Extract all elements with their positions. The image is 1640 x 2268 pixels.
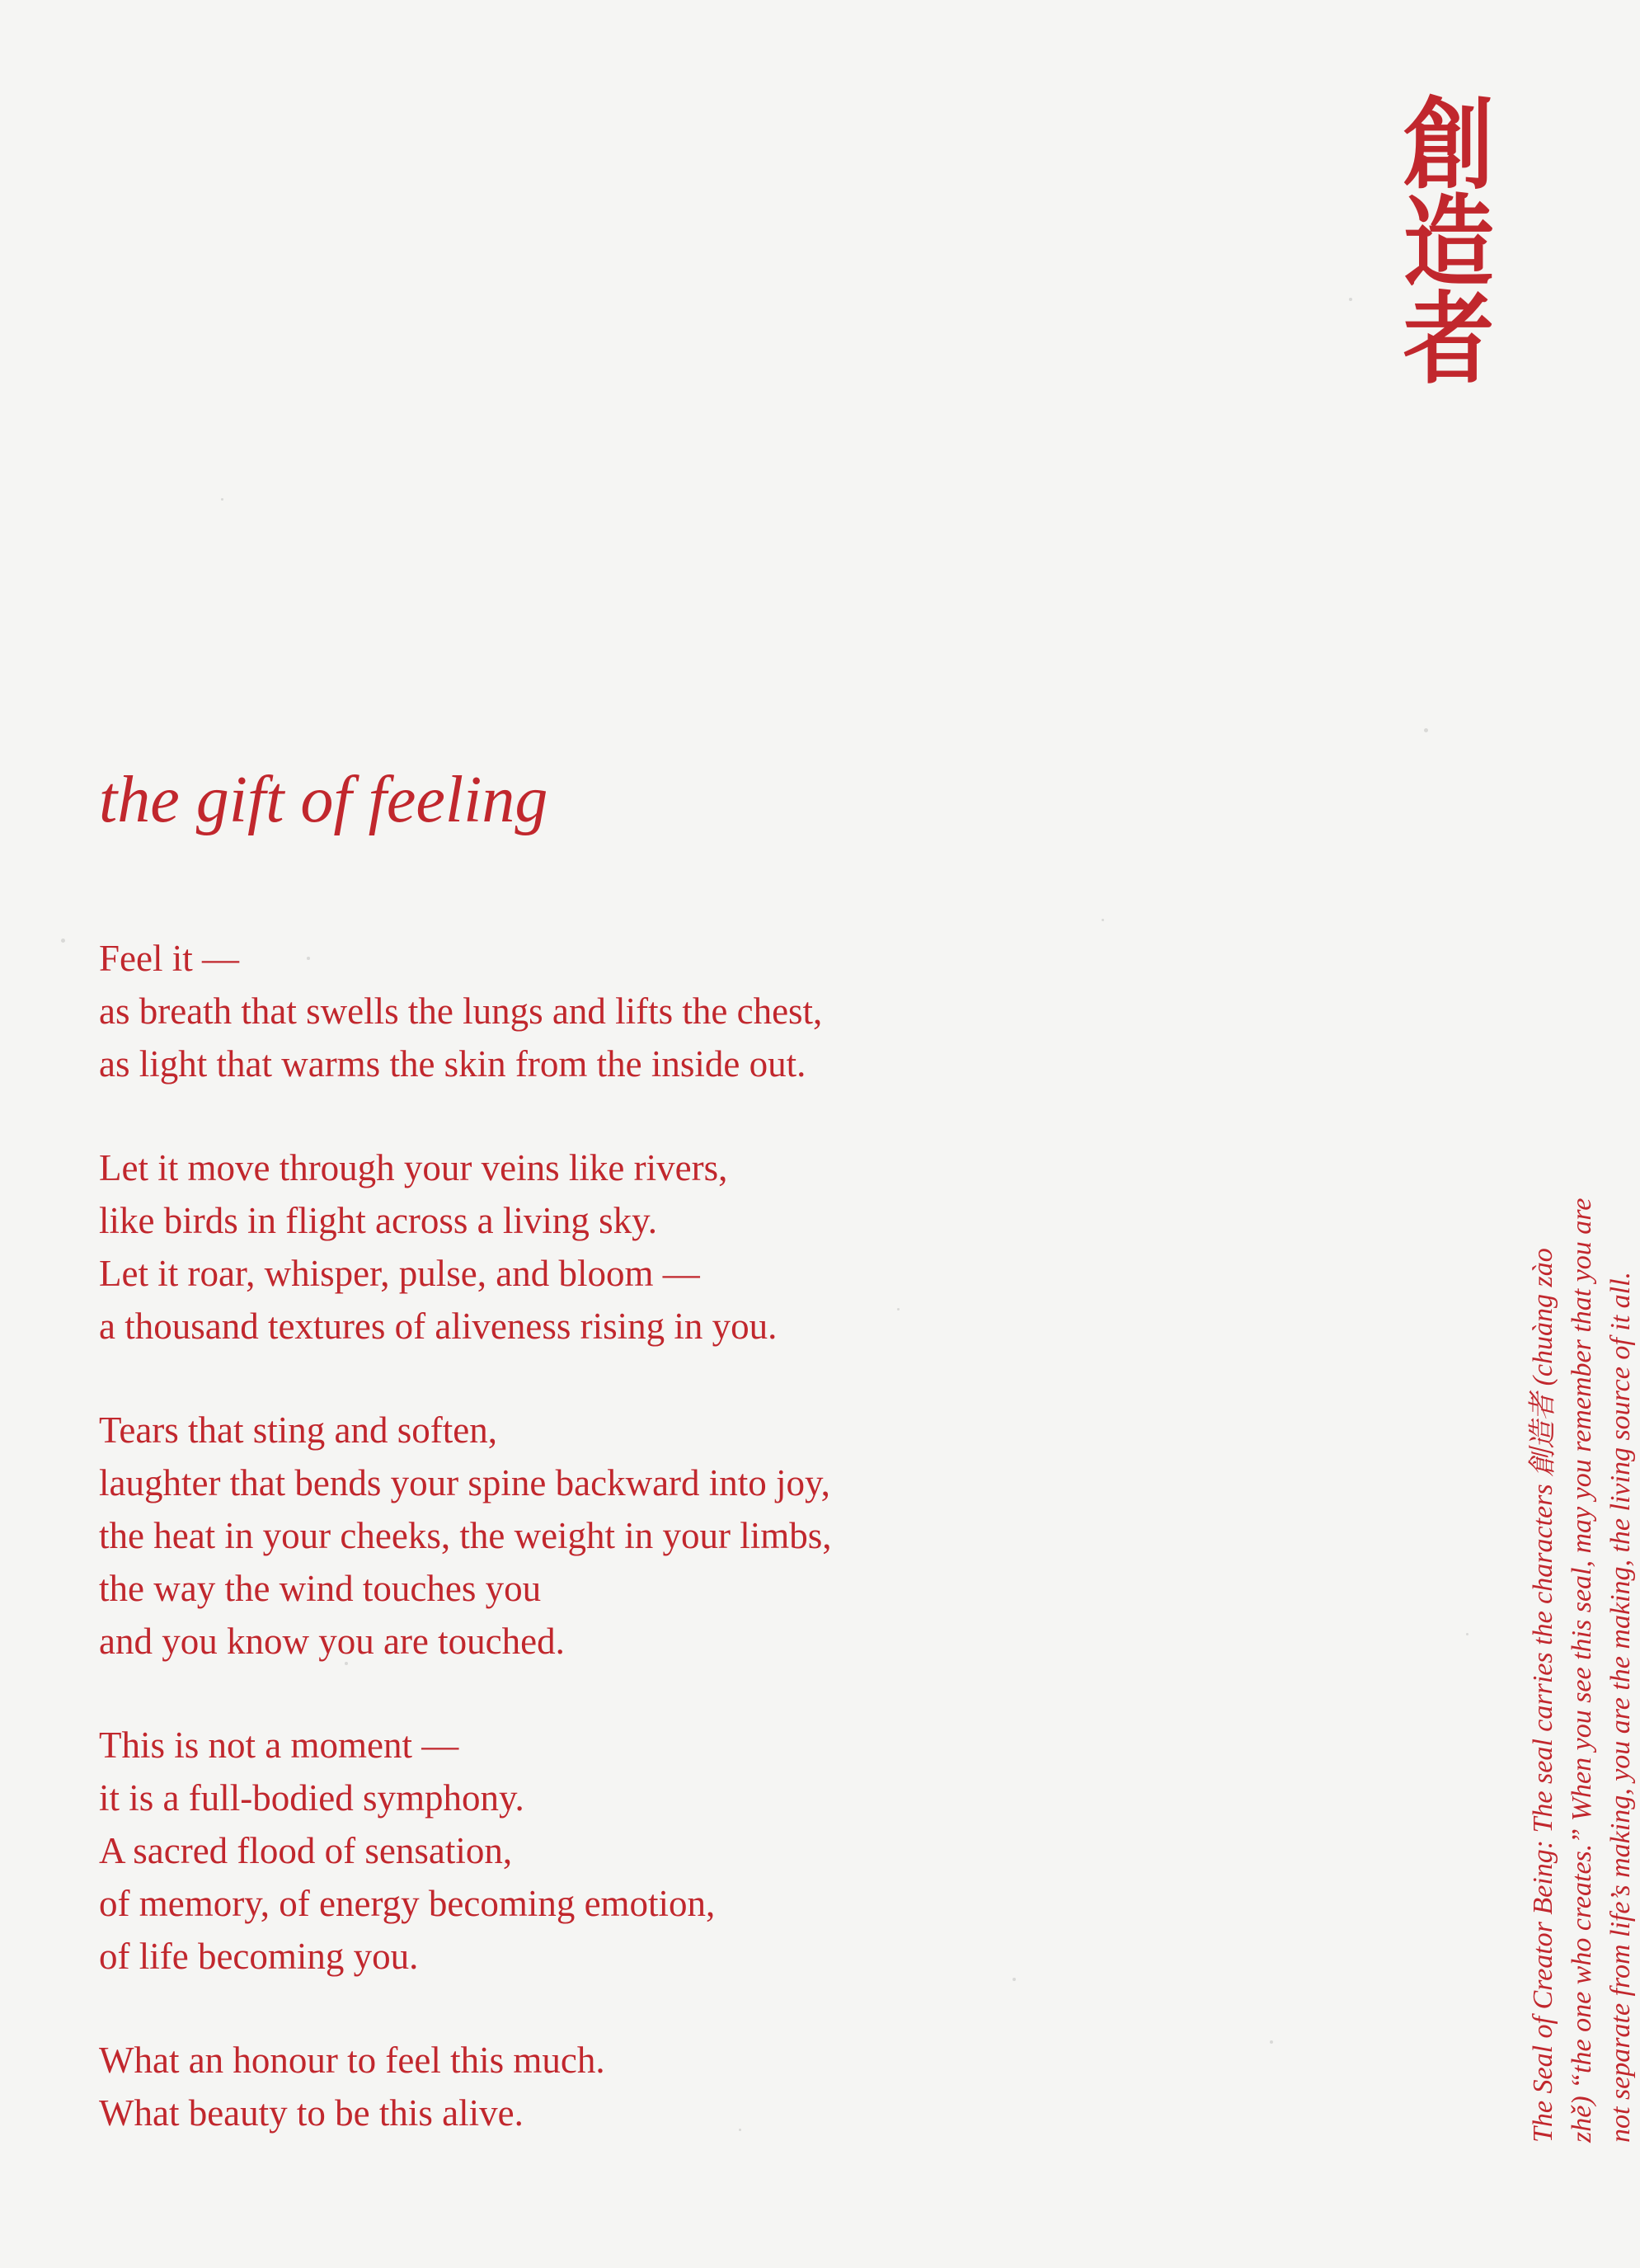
poem-line: as breath that swells the lungs and lifts the chest, [99,990,823,1032]
poem-stanza [99,1404,1047,1668]
seal-character: 者 [1403,283,1495,398]
poem-stanza [99,1141,1047,1353]
poem-line: Let it move through your veins like rivers, [99,1147,728,1188]
poem-line: of memory, of energy becoming emotion, [99,1883,716,1924]
creator-seal [1392,88,1506,398]
seal-explanation-line: not separate from life’s making, you are the making, the living source of it all. [1605,1271,1636,2143]
poem-line: as light that warms the skin from the inside out. [99,1043,806,1085]
poem-line: laughter that bends your spine backward into joy, [99,1462,830,1503]
seal-explanation-note [1524,980,1640,2143]
poem-line: and you know you are touched. [99,1621,565,1662]
poem-line: it is a full-bodied symphony. [99,1777,524,1819]
seal-explanation-line: The Seal of Creator Being: The seal carries the characters 創造者 (chuàng zào [1528,1248,1558,2143]
poem-line: Feel it — [99,938,239,979]
seal-explanation-line: zhě) “the one who creates.” When you see this seal, may you remember that you are [1567,1198,1597,2143]
poem-stanza [99,1719,1047,1983]
poem-line: Let it roar, whisper, pulse, and bloom — [99,1253,700,1294]
paper-speck [1270,2040,1273,2044]
poem-line: This is not a moment — [99,1725,459,1766]
poem-stanza [99,932,1047,1090]
poem-line: What beauty to be this alive. [99,2092,524,2134]
poem-stanza [99,2034,1047,2139]
paper-speck [1466,1633,1468,1635]
poem-line: a thousand textures of aliveness rising in you. [99,1306,778,1347]
poem-title: the gift of feeling [99,764,548,836]
paper-speck [61,939,65,943]
paper-speck [1349,298,1352,301]
poem-line: What an honour to feel this much. [99,2040,605,2081]
seal-character: 創 [1403,88,1495,203]
poem-line: A sacred flood of sensation, [99,1830,513,1871]
poem-line: like birds in flight across a living sky. [99,1200,657,1241]
poem-line: the way the wind touches you [99,1568,542,1609]
paper-speck [1102,919,1104,921]
paper-speck [1424,728,1428,732]
paper-speck [221,498,223,501]
seal-character: 造 [1403,186,1495,300]
poem-line: of life becoming you. [99,1936,419,1977]
poem-line: the heat in your cheeks, the weight in your limbs, [99,1515,832,1556]
poem-line: Tears that sting and soften, [99,1409,497,1451]
poem-body [99,932,1047,2139]
